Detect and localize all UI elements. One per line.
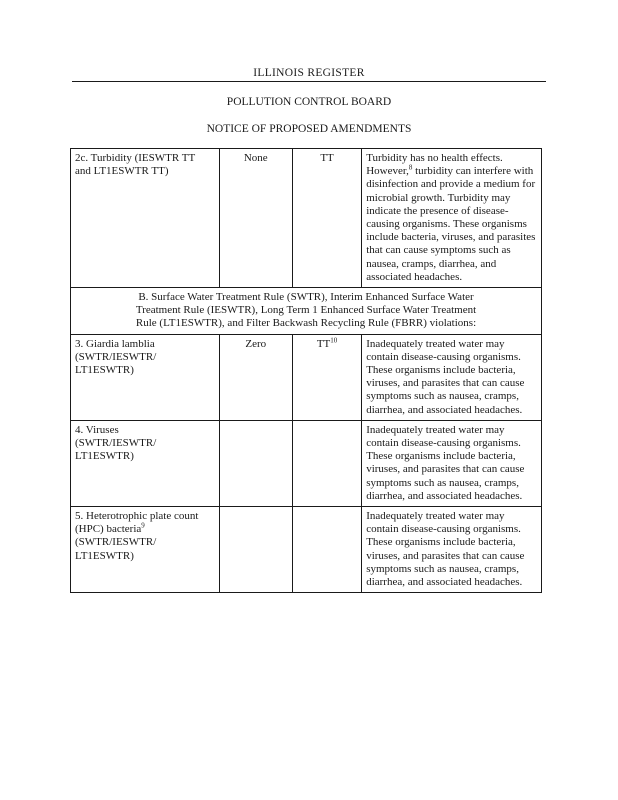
contaminant-line: (SWTR/IESWTR/ [75,437,157,450]
contaminant-line: 4. Viruses [75,423,119,436]
contaminant-line: 2c. Turbidity (IESWTR TT [75,152,196,164]
mclg-cell [219,420,292,506]
mcl-cell [292,334,361,420]
health-effects-cell: Inadequately treated water may contain disease-causing organisms. These organisms include bacteria, viruses, and parasites that can cause symptoms such as nausea, cramps, diarrhea, and associated headaches. [362,334,542,420]
contaminant-line: LT1ESWTR) [75,364,134,377]
violations-table [70,148,542,593]
contaminant-line [75,523,215,536]
mclg-cell: Zero [219,334,292,420]
footnote-ref: 8 [408,163,413,172]
register-title: ILLINOIS REGISTER [253,67,365,79]
footnote-ref: 10 [330,335,338,344]
contaminant-line: (SWTR/IESWTR/ [75,350,157,363]
contaminant-cell [71,334,220,420]
contaminant-line: LT1ESWTR) [75,450,134,463]
contaminant-cell [71,149,220,288]
mcl-cell [292,507,361,593]
section-b-line: Rule (LT1ESWTR), and Filter Backwash Recycling Rule (FBRR) violations: [135,317,477,330]
section-b-line: Treatment Rule (IESWTR), Long Term 1 Enhanced Surface Water Treatment [135,304,477,317]
health-effects-cell [362,149,542,288]
contaminant-line: LT1ESWTR) [75,549,134,562]
mcl-text: TT [316,337,331,350]
section-b-row [71,288,542,335]
mcl-cell: TT [292,149,361,288]
header-rule [72,81,546,82]
health-effects-cell: Inadequately treated water may contain disease-causing organisms. These organisms include bacteria, viruses, and parasites that can cause symptoms such as nausea, cramps, diarrhea, and associated headaches. [362,420,542,506]
mcl-cell [292,420,361,506]
contaminant-line: (SWTR/IESWTR/ [75,536,157,549]
mclg-cell: None [219,149,292,288]
table-row-hpc [71,507,542,593]
contaminant-cell [71,420,220,506]
table-row-turbidity [71,149,542,288]
section-b-heading [71,288,542,335]
contaminant-cell [71,507,220,593]
table-row-viruses [71,420,542,506]
notice-title: NOTICE OF PROPOSED AMENDMENTS [206,123,412,135]
effects-text: turbidity can interfere with disinfection and provide a medium for microbial growth. Turbidity may indicate the presence of disease-causing organisms. These organisms include bacteria, viruses, and parasites that can cause symptoms such as nausea, cramps, diarrhea, and associated headaches. [366,165,536,283]
section-b-line: B. Surface Water Treatment Rule (SWTR), Interim Enhanced Surface Water [138,291,474,304]
health-effects-cell: Inadequately treated water may contain disease-causing organisms. These organisms include bacteria, viruses, and parasites that can cause symptoms such as nausea, cramps, diarrhea, and associated headaches. [362,507,542,593]
contaminant-line: and LT1ESWTR TT) [75,165,169,178]
contaminant-line: 5. Heterotrophic plate count [75,510,199,523]
contaminant-text: (HPC) bacteria [75,523,142,536]
table-row-giardia [71,334,542,420]
mclg-cell [219,507,292,593]
footnote-ref: 9 [141,521,145,530]
board-title: POLLUTION CONTROL BOARD [226,96,392,108]
effects-text: Turbidity has no health effects. However, [366,152,503,178]
contaminant-line: 3. Giardia lamblia [75,337,155,350]
